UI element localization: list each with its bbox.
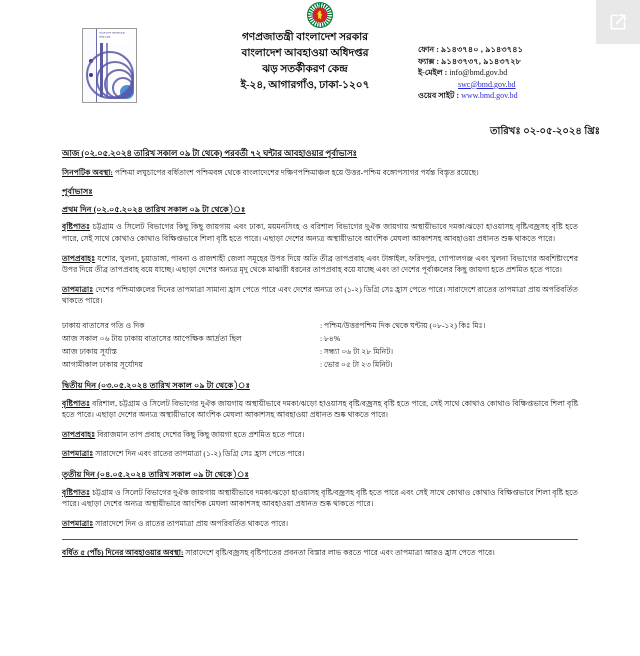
fax-value: ৯১৪৩৭৩৭, ৯১৪৩৭২৮ [441,56,521,66]
letterhead [0,28,640,114]
dhaka-row-3-value: : ভোর ০৫ টা ২৩ মিনিট। [320,359,393,369]
dhaka-row-1-value: : ৮৪% [320,333,341,343]
day-1-temperature [62,284,578,307]
day-1-rainfall [62,221,578,244]
day-1-rainfall-text: চট্টগ্রাম ও সিলেট বিভাগের কিছু কিছু জায়গায় এবং ঢাকা, ময়মনসিংহ ও বরিশাল বিভাগের দু্ঐক জায়গায় অস্থায়ীভাবে দমকা/ঝড়ো হাওয়াসহ বৃষ্টি/বজ্রসহ বৃষ্টি হতে পারে, সেই সাথে কোথাও কোথাও বিক্ষিপ্তভাবে শিলা বৃষ্টি হতে পারে। এছাড়া দেশের অন্যত্র অস্থায়ীভাবে আংশিক মেঘলা আকাশসহ আবহাওয়া প্রধানত শুষ্ক থাকতে পারে। [62,222,578,243]
gov-line-4: ই-২৪, আগারগাঁও, ঢাকা-১২০৭ [240,80,370,91]
day-2-title: দ্বিতীয় দিন (০৩.০৫.২০২৪ তারিখ সকাল ০৯ টা থেকে)ঃ [62,380,250,390]
bmd-radar-logo-icon [82,28,137,103]
day-2-temperature [62,448,578,460]
dhaka-row-2-value: : সন্ধ্যা ০৬ টা ২৮ মিনিট। [320,346,394,356]
gov-line-1: গণপ্রজাতন্ত্রী বাংলাদেশ সরকার [241,32,369,43]
email-value: info@bmd.gov.bd [449,68,508,77]
day-1-heatwave [62,253,578,276]
day-2-rainfall [62,398,578,421]
day-3-rainfall [62,487,578,510]
gov-line-3: ঝড় সতর্কীকরণ কেন্দ্র [262,64,348,75]
day-3-temperature-text: সারাদেশে দিন ও রাতের তাপমাত্রা প্রায় অপরিবর্তিত থাকতে পারে। [95,518,289,528]
table-row [62,332,578,345]
day-1-temperature-label: তাপমাত্রাঃ [62,284,94,294]
synoptic-paragraph [62,167,578,179]
day-1-title: প্রথম দিন (০২.০৫.২০২৪ তারিখ সকাল ০৯ টা থেকে)ঃ [62,204,246,214]
day-3-rainfall-label: বৃষ্টিপাতঃ [62,487,91,497]
day-1-heatwave-text: যশোর, খুলনা, চুয়াডাঙ্গা, পাবনা ও রাজশাহী জেলা সমূহের উপর দিয়ে অতি তীব্র তাপপ্রবাহ এবং টাঙ্গাইল, ফরিদপুর, গোপালগঞ্জ এবং খুলনা বিভাগের অবশিষ্টাংশের উপর দিয়ে তীব্র তাপপ্রবাহ বয়ে যাচ্ছে। এছাড়া দেশের অন্যত্র মৃদু থেকে মাঝারী ধরনের তাপপ্রবাহ বয়ে যাচ্ছে এবং তা দেশের পূর্বাঞ্চলের কিছু জায়গা হতে প্রশমিত হতে পারে। [62,253,578,275]
dhaka-row-1-key: আজ সকাল ০৬ টায় ঢাকায় বাতাসের আপেক্ষিক আর্দ্রতা ছিল [62,333,242,343]
website-label: ওয়েব সাইট [418,91,455,100]
phone-label: ফোন [418,45,435,54]
day-2-heatwave [62,429,578,441]
day-1-temperature-text: দেশের পশ্চিমাঞ্চলের দিনের তাপমাত্রা সামান্য হ্রাস পেতে পারে এবং দেশের অন্যত্র তা (১-২) ডিগ্রি সেঃ হ্রাস পেতে পারে। সারাদেশে রাতের তাপমাত্রা প্রায় অপরিবর্তিত থাকতে পারে। [62,284,578,306]
phone-value: ৯১৪৩৭৪০ , ৯১৪৩৭৪১ [440,45,523,54]
fax-label: ফ্যাক্স [418,56,435,66]
contact-info [418,44,608,102]
bulletin-date: তারিখঃ ০২-০৫-২০২৪ খ্রিঃ [490,126,600,137]
website-link[interactable]: www.bmd.gov.bd [461,91,518,100]
website-row: ওয়েব সাইট : www.bmd.gov.bd [418,91,518,100]
extended-forecast-paragraph [62,547,578,559]
day-section-2 [62,380,578,460]
forecast-heading: পূর্বাভাসঃ [62,187,93,197]
dhaka-row-0-key: ঢাকায় বাতাসের গতি ও দিক [62,320,145,330]
day-3-title: তৃতীয় দিন (০৪.০৫.২০২৪ তারিখ সকাল ০৯ টা থেকে)ঃ [62,469,249,479]
swc-email-link[interactable]: swc@bmd.gov.bd [458,79,516,89]
bulletin-title: আজ (০২.০৫.২০২৪ তারিখ সকাল ০৯ টা থেকে) পরবর্তী ৭২ ঘন্টার আবহাওয়ার পূর্বাভাসঃ [62,149,357,158]
day-section-1 [62,204,578,307]
table-row [62,345,578,358]
email-label: ই-মেইল [418,68,443,77]
day-2-temperature-label: তাপমাত্রাঃ [62,449,94,459]
bulletin-body [62,148,578,567]
day-1-heatwave-label: তাপপ্রবাহঃ [62,253,96,263]
day-section-3 [62,469,578,529]
day-3-temperature [62,518,578,530]
extended-forecast-label: বর্ধিত ৫ (পাঁচ) দিনের আবহাওয়ার অবস্থা: [62,548,184,558]
dhaka-row-2-key: আজ ঢাকায় সূর্যাস্ত [62,346,117,356]
table-row [62,358,578,371]
fax-row: ফ্যাক্স : ৯১৪৩৭৩৭, ৯১৪৩৭২৮ [418,56,521,66]
table-row [62,319,578,332]
synoptic-text: পশ্চিমা লঘুচাপের বর্ধিতাংশ পশ্চিমবঙ্গ থেকে বাংলাদেশের দক্ষিণপশ্চিমাঞ্চল হয়ে উত্তর-পশ্চিম বঙ্গোপসাগর পর্যন্ত বিস্তৃত রয়েছে। [114,167,479,177]
external-link-icon[interactable] [596,0,640,44]
gov-line-2: বাংলাদেশ আবহাওয়া অধিদপ্তর [241,48,369,59]
section-divider [62,539,578,540]
email-link-row [418,79,608,91]
extended-forecast-text: সারাদেশে বৃষ্টি/বজ্রসহ বৃষ্টিপাতের প্রবনতা বিস্তার লাভ করতে পারে এবং তাপমাত্রা আরও হ্রাস পেতে পারে। [185,548,495,558]
bangladesh-government-emblem-icon [307,2,333,28]
day-3-rainfall-text: চট্টগ্রাম ও সিলেট বিভাগের দু্ঐক জায়গায় অস্থায়ীভাবে দমকা/ঝড়ো হাওয়াসহ বৃষ্টি/বজ্রসহ বৃষ্টি হতে পারে এবং সেই সাথে কোথাও কোথাও বিক্ষিপ্তভাবে শিলা বৃষ্টি হতে পারে। এছাড়া দেশের অন্যত্র অস্থায়ীভাবে আংশিক মেঘলা আকাশসহ আবহাওয়া প্রধানত শুষ্ক থাকতে পারে। [62,487,578,509]
dhaka-details-table [62,319,578,371]
day-2-heatwave-label: তাপপ্রবাহঃ [62,429,96,439]
email-row: ই-মেইল : info@bmd.gov.bd [418,68,508,77]
phone-row: ফোন : ৯১৪৩৭৪০ , ৯১৪৩৭৪১ [418,45,523,54]
day-2-rainfall-label: বৃষ্টিপাতঃ [62,398,91,408]
day-2-temperature-text: সারাদেশে দিন এবং রাতের তাপমাত্রা (১-২) ডিগ্রি সেঃ হ্রাস পেতে পারে। [95,449,305,459]
synoptic-label: সিনপটিক অবস্থা: [62,167,113,177]
day-1-rainfall-label: বৃষ্টিপাতঃ [62,222,91,232]
day-3-temperature-label: তাপমাত্রাঃ [62,518,94,528]
bulletin-title-row [62,148,578,162]
dhaka-row-3-key: আগামীকাল ঢাকায় সূর্যোদয় [62,359,143,369]
dhaka-row-0-value: : পশ্চিম/উত্তরপশ্চিম দিক থেকে ঘন্টায় (০৮-১২) কিঃ মিঃ। [320,320,486,330]
day-2-heatwave-text: বিরাজমান তাপ প্রবাহ দেশের কিছু কিছু জায়গা হতে প্রশমিত হতে পারে। [97,429,305,439]
day-2-rainfall-text: বরিশাল, চট্টগ্রাম ও সিলেট বিভাগের দু্ঐক জায়গায় অস্থায়ীভাবে দমকা/ঝড়ো হাওয়াসহ বৃষ্টি/বজ্রসহ বৃষ্টি হতে পারে, সেই সাথে কোথাও কোথাও বিক্ষিপ্তভাবে শিলা বৃষ্টি হতে পারে। এছাড়া দেশের অন্যত্র অস্থায়ীভাবে আংশিক মেঘলা আকাশসহ আবহাওয়া প্রধানত শুষ্ক থাকতে পারে। [62,398,578,420]
bmd-logo-caption: বাংলাদেশ আবহাওয়া অধিদপ্তর [99,31,126,39]
government-titles [170,30,440,94]
